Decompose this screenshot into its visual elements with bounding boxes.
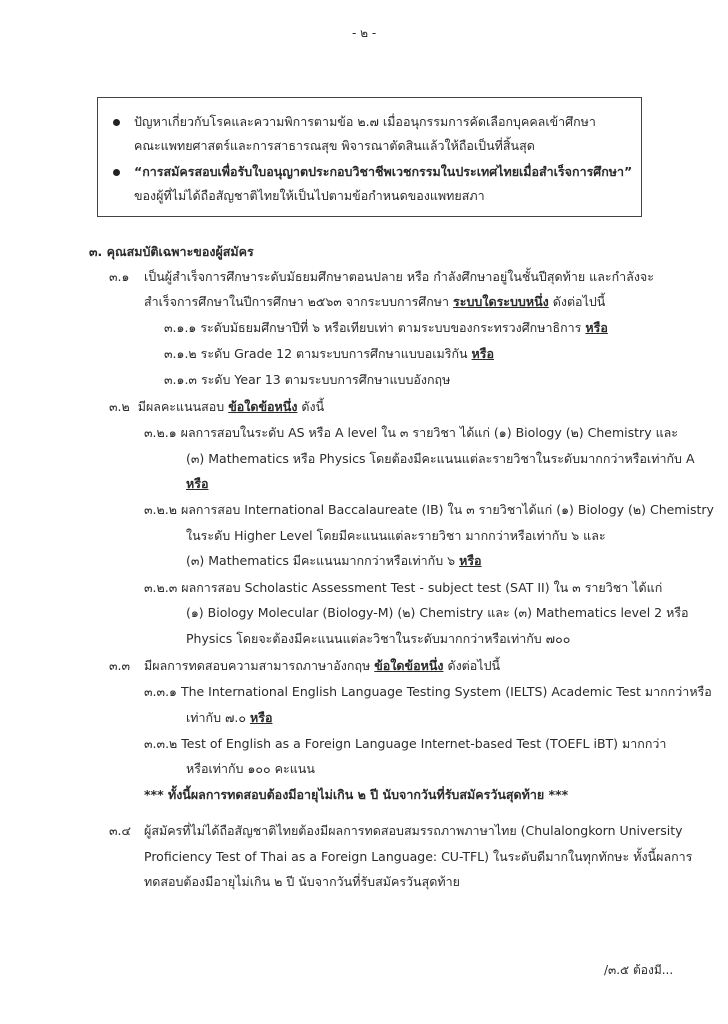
box-bullet1-line1: ปัญหาเกี่ยวกับโรคและความพิการตามข้อ ๒.๗ เมื่ออนุกรรมการคัดเลือกบุคคลเข้าศึกษา [134, 114, 596, 129]
s322-line1: ๓.๒.๒ ผลการสอบ International Baccalaureate (IB) ใน ๓ รายวิชาได้แก่ (๑) Biology (๒) Chemistry [144, 502, 714, 517]
s332-line2: หรือเท่ากับ ๑๐๐ คะแนน [186, 761, 315, 776]
s331-line2-text: เท่ากับ ๗.๐ [186, 710, 250, 725]
s34-line2: Proficiency Test of Thai as a Foreign Language: CU-TFL) ในระดับดีมากในทุกทักษะ ทั้งนี้ผลการ [144, 849, 693, 864]
s322-line3 [186, 552, 482, 570]
s31-line1: เป็นผู้สำเร็จการศึกษาระดับมัธยมศึกษาตอนปลาย หรือ กำลังศึกษาอยู่ในชั้นปีสุดท้าย และกำลังจะ [144, 269, 654, 284]
s312-line [164, 345, 494, 363]
s32-line [109, 398, 324, 416]
s311-line [164, 319, 608, 337]
s311-or: หรือ [585, 320, 608, 335]
s331-line1: ๓.๓.๑ The International English Language Testing System (IELTS) Academic Test มากกว่าหรือ [144, 684, 712, 699]
s34-line3: ทดสอบต้องมีอายุไม่เกิน ๒ ปี นับจากวันที่รับสมัครวันสุดท้าย [144, 874, 460, 889]
box-bullet2-line2: ของผู้ที่ไม่ได้ถือสัญชาติไทยให้เป็นไปตามข้อกำหนดของแพทยสภา [134, 188, 485, 203]
s31-line2-emphasis: ระบบใดระบบหนึ่ง [453, 294, 549, 309]
s33-number: ๓.๓ [109, 658, 131, 673]
s32-number: ๓.๒ [109, 399, 130, 414]
s33-emphasis: ข้อใดข้อหนึ่ง [374, 658, 444, 673]
box-bullet2-line1: “การสมัครสอบเพื่อรับใบอนุญาตประกอบวิชาชีพเวชกรรมในประเทศไทยเมื่อสำเร็จการศึกษา” [134, 164, 633, 179]
s321-or: หรือ [186, 476, 209, 491]
bullet-icon [113, 169, 120, 176]
section-heading: ๓. คุณสมบัติเฉพาะของผู้สมัคร [89, 244, 254, 259]
s323-line1: ๓.๒.๓ ผลการสอบ Scholastic Assessment Test - subject test (SAT II) ใน ๓ รายวิชา ได้แก่ [144, 580, 663, 595]
s33-tail: ดังต่อไปนี้ [443, 658, 501, 673]
s331-or: หรือ [249, 710, 273, 725]
s332-line1: ๓.๓.๒ Test of English as a Foreign Language Internet-based Test (TOEFL iBT) มากกว่า [144, 736, 667, 751]
page-footer: /๓.๕ ต้องมี... [604, 963, 674, 977]
s313-line: ๓.๑.๓ ระดับ Year 13 ตามระบบการศึกษาแบบอังกฤษ [164, 372, 451, 387]
s322-line3-text: (๓) Mathematics มีคะแนนมากกว่าหรือเท่ากับ ๖ [186, 553, 460, 568]
s323-line2: (๑) Biology Molecular (Biology-M) (๒) Chemistry และ (๓) Mathematics level 2 หรือ [186, 605, 689, 620]
s32-tail: ดังนี้ [297, 399, 325, 414]
s32-text: มีผลคะแนนสอบ [137, 399, 229, 414]
s322-or: หรือ [459, 553, 482, 568]
s31-line2 [144, 293, 605, 311]
s323-line3: Physics โดยจะต้องมีคะแนนแต่ละวิชาในระดับมากกว่าหรือเท่ากับ ๗๐๐ [186, 631, 571, 646]
s31-line2-text: สำเร็จการศึกษาในปีการศึกษา ๒๕๖๓ จากระบบการศึกษา [144, 294, 454, 309]
s31-number: ๓.๑ [109, 269, 130, 284]
s311-text: ๓.๑.๑ ระดับมัธยมศึกษาปีที่ ๖ หรือเทียบเท่า ตามระบบของกระทรวงศึกษาธิการ [164, 320, 586, 335]
s321-line1: ๓.๒.๑ ผลการสอบในระดับ AS หรือ A level ใน ๓ รายวิชา ได้แก่ (๑) Biology (๒) Chemistry และ [144, 425, 679, 440]
s33-text: มีผลการทดสอบความสามารถภาษาอังกฤษ [144, 658, 375, 673]
s34-line1: ผู้สมัครที่ไม่ได้ถือสัญชาติไทยต้องมีผลการทดสอบสมรรถภาพภาษาไทย (Chulalongkorn University [144, 823, 683, 838]
bullet-icon [113, 119, 120, 126]
page-number: - ๒ - [352, 26, 377, 40]
s321-line2: (๓) Mathematics หรือ Physics โดยต้องมีคะแนนแต่ละรายวิชาในระดับมากกว่าหรือเท่ากับ A [186, 451, 695, 466]
s34-number: ๓.๔ [109, 823, 131, 838]
s312-text: ๓.๑.๒ ระดับ Grade 12 ตามระบบการศึกษาแบบอเมริกัน [164, 346, 472, 361]
box-bullet1-line2: คณะแพทยศาสตร์และการสาธารณสุข พิจารณาตัดสินแล้วให้ถือเป็นที่สิ้นสุด [134, 138, 535, 153]
s31-line2-tail: ดังต่อไปนี้ [548, 294, 606, 309]
s33-line [144, 657, 500, 675]
s32-emphasis: ข้อใดข้อหนึ่ง [228, 399, 298, 414]
s312-or: หรือ [471, 346, 495, 361]
s33-note: *** ทั้งนี้ผลการทดสอบต้องมีอายุไม่เกิน ๒ ปี นับจากวันที่รับสมัครวันสุดท้าย *** [144, 787, 569, 802]
s331-line2 [186, 709, 272, 727]
s322-line2: ในระดับ Higher Level โดยมีคะแนนแต่ละรายวิชา มากกว่าหรือเท่ากับ ๖ และ [186, 528, 606, 543]
